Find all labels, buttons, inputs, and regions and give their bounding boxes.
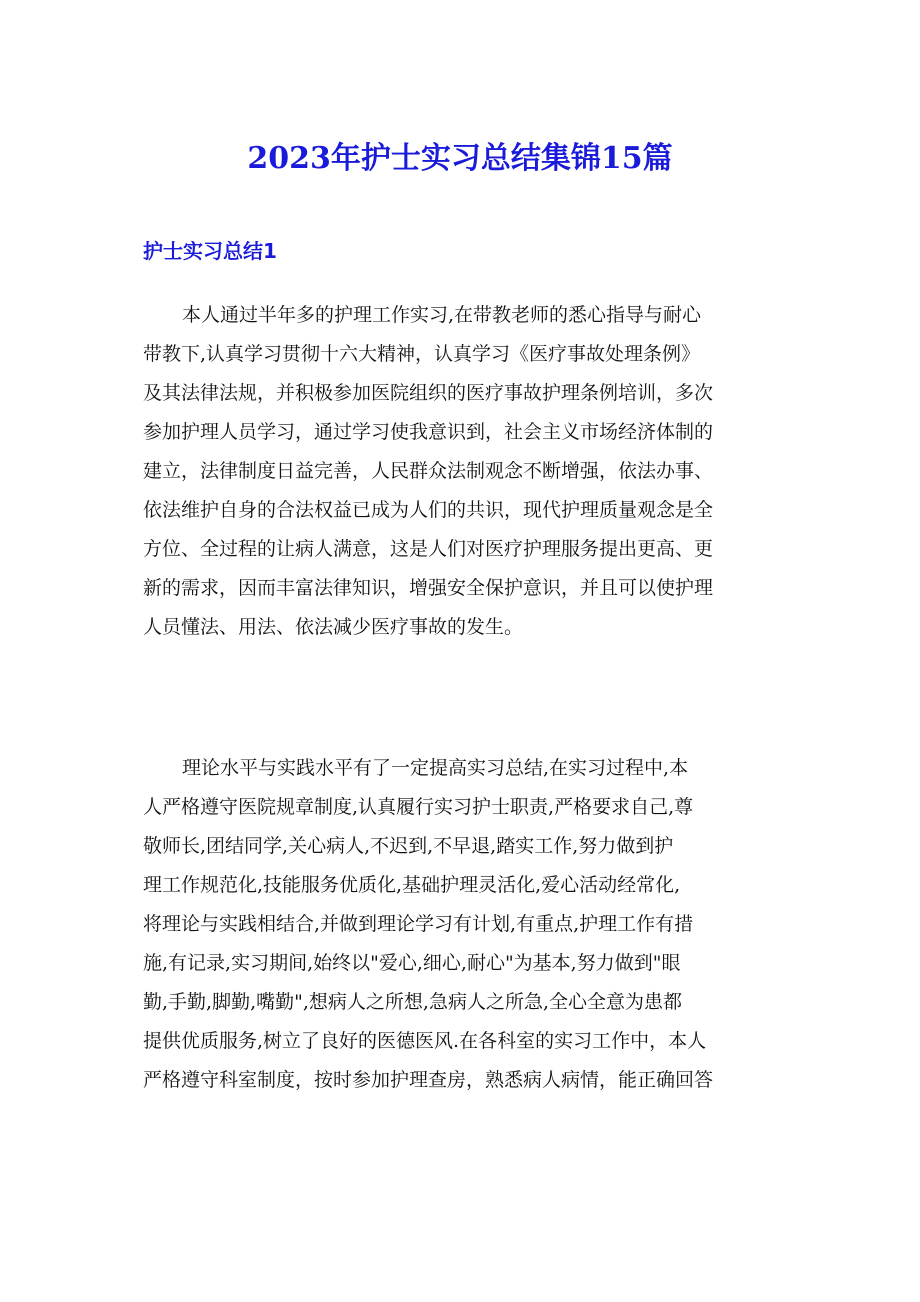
paragraph-line: 新的需求，因而丰富法律知识，增强安全保护意识，并且可以使护理 [143,577,714,599]
paragraph-line: 敬师长,团结同学,关心病人,不迟到,不早退,踏实工作,努力做到护 [143,835,674,857]
paragraph-line: 人严格遵守医院规章制度,认真履行实习护士职责,严格要求自己,尊 [143,796,694,818]
paragraph-line: 将理论与实践相结合,并做到理论学习有计划,有重点,护理工作有措 [143,913,694,935]
section-heading: 护士实习总结1 [143,239,277,263]
paragraph-line: 依法维护自身的合法权益已成为人们的共识，现代护理质量观念是全 [143,499,714,521]
paragraph-line: 本人通过半年多的护理工作实习,在带教老师的悉心指导与耐心 [182,304,702,326]
paragraph-line: 方位、全过程的让病人满意，这是人们对医疗护理服务提出更高、更 [143,538,714,560]
paragraph-line: 参加护理人员学习，通过学习使我意识到，社会主义市场经济体制的 [143,421,714,443]
paragraph-line: 建立，法律制度日益完善，人民群众法制观念不断增强，依法办事、 [143,460,714,482]
paragraph-1 [143,296,783,647]
paragraph-2 [143,749,783,1100]
paragraph-line: 提供优质服务,树立了良好的医德医风.在各科室的实习工作中，本人 [143,1030,707,1052]
paragraph-line: 理论水平与实践水平有了一定提高实习总结,在实习过程中,本 [182,757,689,779]
paragraph-line: 勤,手勤,脚勤,嘴勤",想病人之所想,急病人之所急,全心全意为患都 [143,991,682,1013]
paragraph-line: 理工作规范化,技能服务优质化,基础护理灵活化,爱心活动经常化, [143,874,681,896]
document-title: 2023年护士实习总结集锦15篇 [247,141,673,176]
paragraph-line: 带教下,认真学习贯彻十六大精神，认真学习《医疗事故处理条例》 [143,343,701,365]
paragraph-line: 施,有记录,实习期间,始终以"爱心,细心,耐心"为基本,努力做到"眼 [143,952,681,974]
paragraph-line: 严格遵守科室制度，按时参加护理查房，熟悉病人病情，能正确回答 [143,1069,714,1091]
paragraph-line: 人员懂法、用法、依法减少医疗事故的发生。 [143,616,524,638]
paragraph-line: 及其法律法规，并积极参加医院组织的医疗事故护理条例培训，多次 [143,382,714,404]
